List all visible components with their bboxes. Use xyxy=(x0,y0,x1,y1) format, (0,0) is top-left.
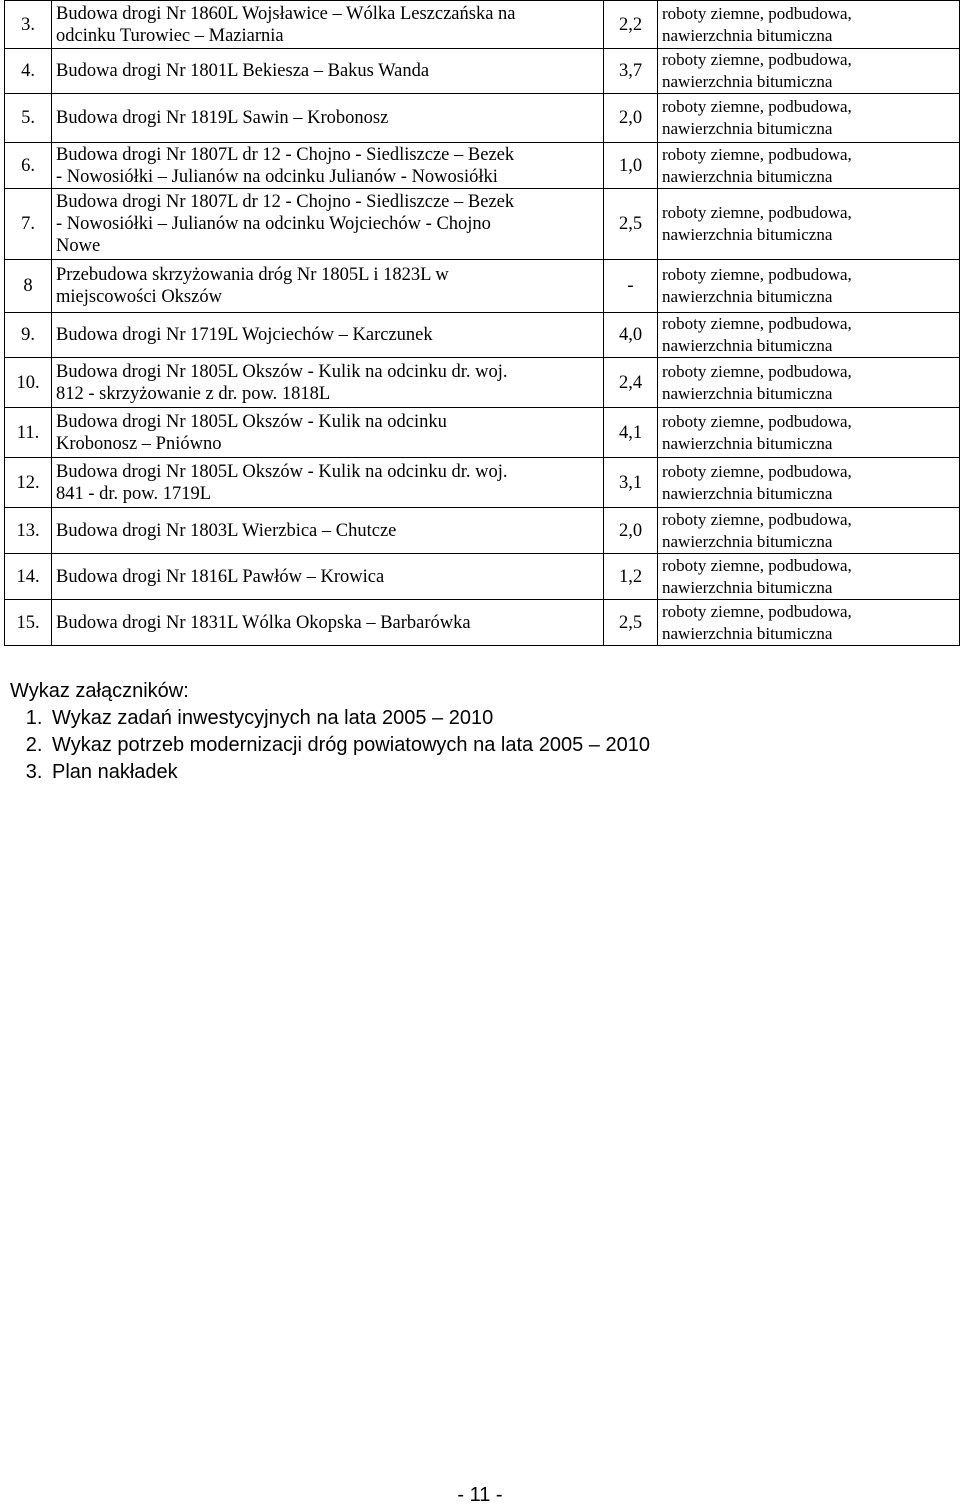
road-length: 1,0 xyxy=(604,143,658,189)
road-name-line: Budowa drogi Nr 1860L Wojsławice – Wólka Leszczańska na xyxy=(56,3,516,24)
road-length: 2,0 xyxy=(604,508,658,554)
row-number: 3. xyxy=(5,1,52,49)
row-number: 12. xyxy=(5,458,52,508)
table-row xyxy=(5,358,960,408)
row-number: 13. xyxy=(5,508,52,554)
work-scope-line: nawierzchnia bitumiczna xyxy=(662,383,833,403)
road-length: 4,0 xyxy=(604,313,658,358)
work-scope-line: roboty ziemne, podbudowa, xyxy=(662,203,852,222)
work-scope-line: roboty ziemne, podbudowa, xyxy=(662,509,852,529)
work-scope-line: nawierzchnia bitumiczna xyxy=(662,433,833,453)
row-number: 14. xyxy=(5,554,52,600)
road-name-line: 812 - skrzyżowanie z dr. pow. 1818L xyxy=(56,383,331,404)
road-length: 3,1 xyxy=(604,458,658,508)
road-name-line: Budowa drogi Nr 1805L Okszów - Kulik na odcinku dr. woj. xyxy=(56,461,508,482)
work-scope-line: roboty ziemne, podbudowa, xyxy=(662,97,852,116)
road-name-line: Budowa drogi Nr 1719L Wojciechów – Karczunek xyxy=(56,325,433,345)
road-name-line: Budowa drogi Nr 1831L Wólka Okopska – Barbarówka xyxy=(56,612,471,633)
table-row xyxy=(5,554,960,600)
work-scope-cell xyxy=(658,554,960,600)
road-name-cell xyxy=(52,600,604,646)
work-scope-cell xyxy=(658,313,960,358)
table-row xyxy=(5,143,960,189)
table-row xyxy=(5,260,960,313)
road-length: 2,5 xyxy=(604,600,658,646)
work-scope-cell xyxy=(658,508,960,554)
road-name-line: Budowa drogi Nr 1807L dr 12 - Chojno - Siedliszcze – Bezek xyxy=(56,144,515,165)
table-row xyxy=(5,508,960,554)
work-scope-line: roboty ziemne, podbudowa, xyxy=(662,461,852,481)
work-scope-line: roboty ziemne, podbudowa, xyxy=(662,555,852,575)
work-scope-line: nawierzchnia bitumiczna xyxy=(662,483,833,503)
attachment-item: 2. Wykaz potrzeb modernizacji dróg powiatowych na lata 2005 – 2010 xyxy=(48,732,650,759)
work-scope-line: nawierzchnia bitumiczna xyxy=(662,25,833,45)
road-name-line: odcinku Turowiec – Maziarnia xyxy=(56,25,284,46)
road-length: 2,5 xyxy=(604,189,658,260)
work-scope-cell xyxy=(658,189,960,260)
attachments-list xyxy=(10,705,650,786)
road-name-line: 841 - dr. pow. 1719L xyxy=(56,483,212,504)
road-length: 2,2 xyxy=(604,1,658,49)
attachments-section xyxy=(10,678,650,786)
road-name-line: Budowa drogi Nr 1805L Okszów - Kulik na odcinku xyxy=(56,411,447,432)
work-scope-line: nawierzchnia bitumiczna xyxy=(662,531,833,551)
work-scope-line: nawierzchnia bitumiczna xyxy=(662,119,833,138)
road-length: 2,4 xyxy=(604,358,658,408)
road-name-cell xyxy=(52,94,604,143)
work-scope-cell xyxy=(658,49,960,94)
road-name-line: Przebudowa skrzyżowania dróg Nr 1805L i 1823L w xyxy=(56,265,449,285)
road-name-line: Budowa drogi Nr 1819L Sawin – Krobonosz xyxy=(56,108,389,128)
work-scope-line: nawierzchnia bitumiczna xyxy=(662,72,833,91)
road-name-line: miejscowości Okszów xyxy=(56,287,222,307)
road-name-line: - Nowosiółki – Julianów na odcinku Julianów - Nowosiółki xyxy=(56,166,498,187)
table-row xyxy=(5,600,960,646)
work-scope-line: roboty ziemne, podbudowa, xyxy=(662,265,852,284)
road-name-cell xyxy=(52,143,604,189)
road-name-line: Budowa drogi Nr 1803L Wierzbica – Chutcze xyxy=(56,520,397,541)
table-row xyxy=(5,94,960,143)
table-row xyxy=(5,189,960,260)
work-scope-line: nawierzchnia bitumiczna xyxy=(662,287,833,306)
row-number: 5. xyxy=(5,94,52,143)
row-number: 6. xyxy=(5,143,52,189)
work-scope-line: roboty ziemne, podbudowa, xyxy=(662,144,852,164)
road-name-cell xyxy=(52,554,604,600)
work-scope-line: nawierzchnia bitumiczna xyxy=(662,577,833,597)
work-scope-cell xyxy=(658,143,960,189)
row-number: 15. xyxy=(5,600,52,646)
road-length: - xyxy=(604,260,658,313)
road-length: 3,7 xyxy=(604,49,658,94)
road-name-line: Krobonosz – Pniówno xyxy=(56,433,222,454)
table-row xyxy=(5,49,960,94)
road-name-line: Budowa drogi Nr 1801L Bekiesza – Bakus Wanda xyxy=(56,61,430,81)
road-name-cell xyxy=(52,408,604,458)
work-scope-line: nawierzchnia bitumiczna xyxy=(662,166,833,186)
road-name-cell xyxy=(52,508,604,554)
row-number: 4. xyxy=(5,49,52,94)
work-scope-line: nawierzchnia bitumiczna xyxy=(662,336,833,355)
roads-table xyxy=(4,0,960,646)
work-scope-line: roboty ziemne, podbudowa, xyxy=(662,314,852,333)
road-name-line: - Nowosiółki – Julianów na odcinku Wojciechów - Chojno xyxy=(56,214,491,234)
work-scope-line: roboty ziemne, podbudowa, xyxy=(662,411,852,431)
work-scope-line: roboty ziemne, podbudowa, xyxy=(662,601,852,621)
road-name-cell xyxy=(52,358,604,408)
row-number: 7. xyxy=(5,189,52,260)
table-row xyxy=(5,313,960,358)
row-number: 8 xyxy=(5,260,52,313)
attachments-heading: Wykaz załączników: xyxy=(10,680,189,702)
road-name-line: Budowa drogi Nr 1805L Okszów - Kulik na odcinku dr. woj. xyxy=(56,361,508,382)
row-number: 9. xyxy=(5,313,52,358)
road-name-cell xyxy=(52,458,604,508)
attachment-item: 1. Wykaz zadań inwestycyjnych na lata 2005 – 2010 xyxy=(48,705,650,732)
attachment-item: 3. Plan nakładek xyxy=(48,759,650,786)
table-row xyxy=(5,1,960,49)
row-number: 10. xyxy=(5,358,52,408)
work-scope-line: nawierzchnia bitumiczna xyxy=(662,623,833,643)
work-scope-cell xyxy=(658,600,960,646)
work-scope-cell xyxy=(658,458,960,508)
work-scope-line: nawierzchnia bitumiczna xyxy=(662,225,833,244)
table-row xyxy=(5,408,960,458)
road-name-line: Budowa drogi Nr 1816L Pawłów – Krowica xyxy=(56,566,385,587)
page-number: - 11 - xyxy=(457,1484,503,1506)
work-scope-cell xyxy=(658,1,960,49)
work-scope-line: roboty ziemne, podbudowa, xyxy=(662,361,852,381)
work-scope-cell xyxy=(658,408,960,458)
road-length: 2,0 xyxy=(604,94,658,143)
road-name-cell xyxy=(52,313,604,358)
road-name-cell xyxy=(52,1,604,49)
row-number: 11. xyxy=(5,408,52,458)
work-scope-line: roboty ziemne, podbudowa, xyxy=(662,50,852,69)
road-length: 4,1 xyxy=(604,408,658,458)
road-name-cell xyxy=(52,260,604,313)
work-scope-cell xyxy=(658,260,960,313)
road-length: 1,2 xyxy=(604,554,658,600)
work-scope-cell xyxy=(658,358,960,408)
road-name-cell xyxy=(52,189,604,260)
work-scope-line: roboty ziemne, podbudowa, xyxy=(662,3,852,23)
work-scope-cell xyxy=(658,94,960,143)
road-name-line: Budowa drogi Nr 1807L dr 12 - Chojno - Siedliszcze – Bezek xyxy=(56,192,515,212)
road-name-cell xyxy=(52,49,604,94)
road-name-line: Nowe xyxy=(56,236,101,256)
roads-table-body xyxy=(5,1,960,646)
table-row xyxy=(5,458,960,508)
